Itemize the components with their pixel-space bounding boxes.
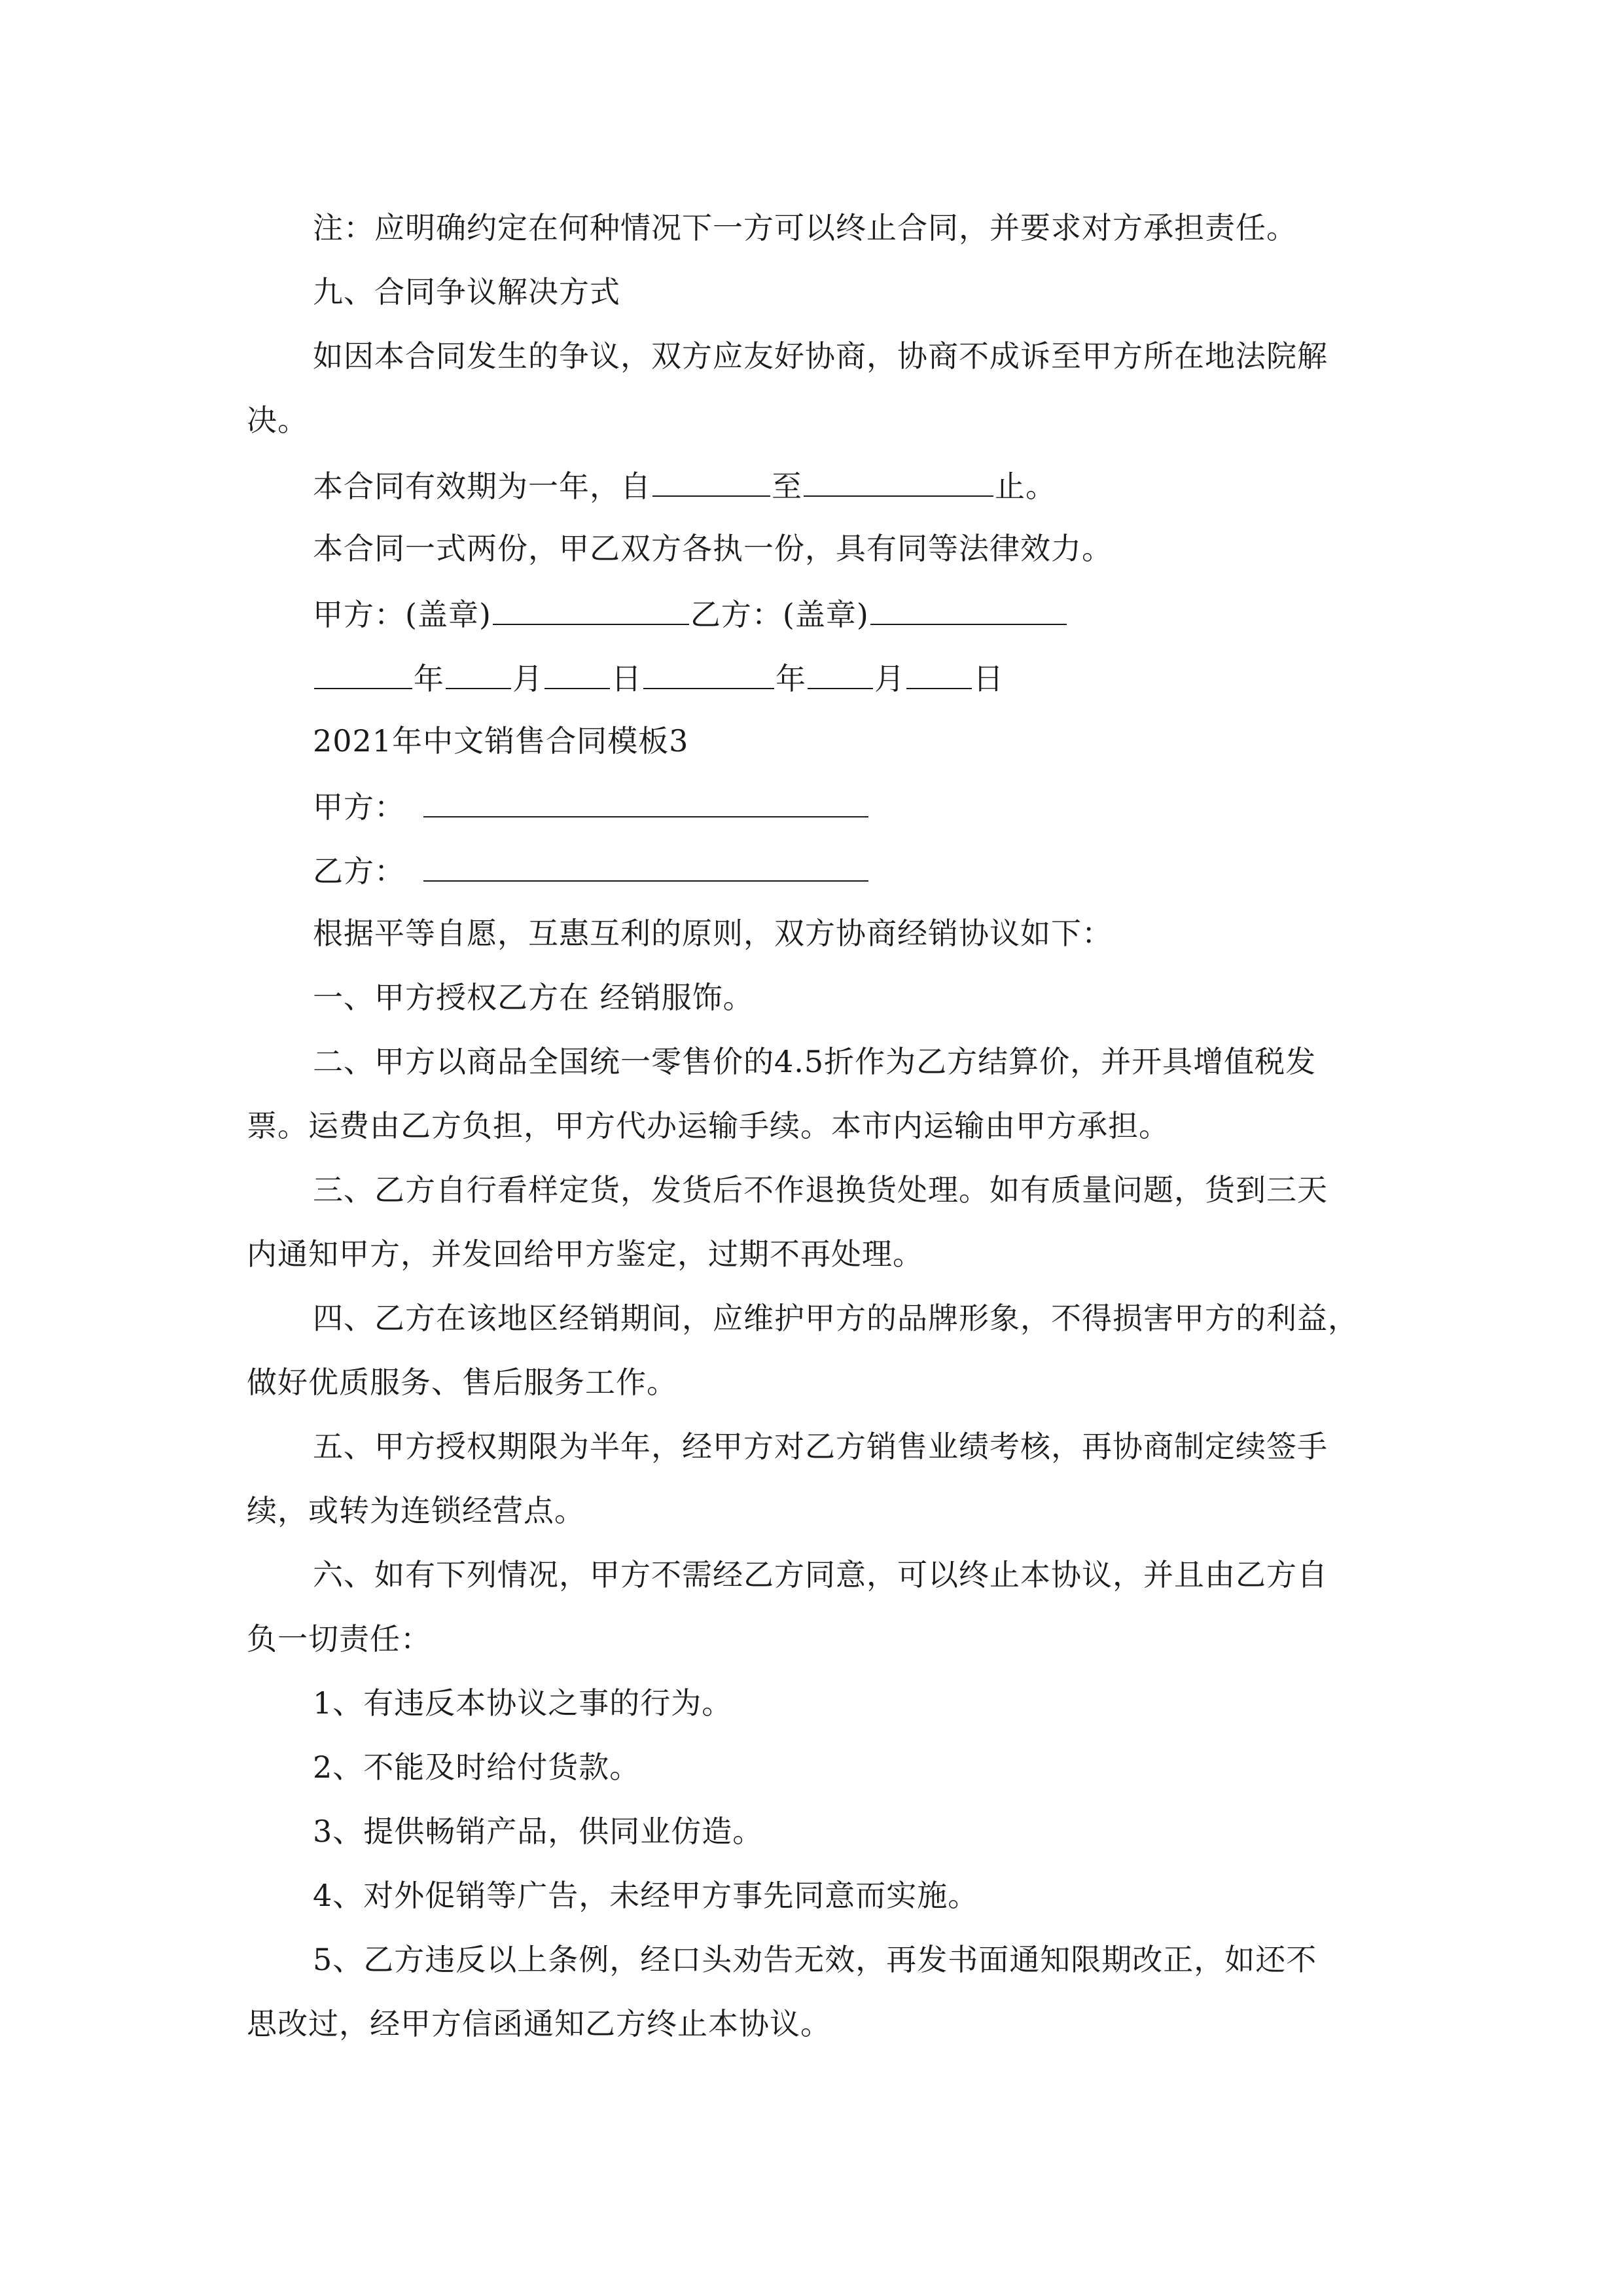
- party-a-label: 甲方：: [313, 789, 405, 825]
- list-item-4: 4、对外促销等广告，未经甲方事先同意而实施。: [313, 1878, 979, 1913]
- dispute-clause-line-1: 如因本合同发生的争议，双方应友好协商，协商不成诉至甲方所在地法院解: [313, 338, 1328, 374]
- party-a-month-label: 月: [512, 661, 543, 696]
- party-a-seal-label: 甲方：(盖章): [313, 597, 491, 632]
- clause-1: 一、甲方授权乙方在 经销服饰。: [313, 980, 754, 1015]
- party-a-year-label: 年: [414, 661, 444, 696]
- list-item-1: 1、有违反本协议之事的行为。: [313, 1685, 733, 1721]
- party-b-label: 乙方：: [313, 853, 405, 889]
- party-a-year-blank: [314, 662, 412, 689]
- clause-2-line-1: 二、甲方以商品全国统一零售价的4.5折作为乙方结算价，并开具增值税发: [313, 1044, 1317, 1079]
- party-b-day-blank: [906, 662, 972, 689]
- list-item-3: 3、提供畅销产品，供同业仿造。: [313, 1814, 764, 1849]
- party-a-line: [313, 789, 870, 825]
- template-3-title: 2021年中文销售合同模板3: [313, 723, 689, 759]
- clause-3-line-1: 三、乙方自行看样定货，发货后不作退换货处理。如有质量问题，货到三天: [313, 1172, 1328, 1208]
- copies-clause: 本合同一式两份，甲乙双方各执一份，具有同等法律效力。: [313, 531, 1113, 566]
- party-b-month-blank: [808, 662, 873, 689]
- party-a-seal-blank: [493, 598, 689, 625]
- signature-line: [313, 598, 1068, 630]
- party-b-day-label: 日: [973, 661, 1004, 696]
- party-a-day-blank: [544, 662, 610, 689]
- party-a-month-blank: [446, 662, 511, 689]
- validity-start-blank: [652, 469, 770, 497]
- agreement-intro: 根据平等自愿，互惠互利的原则，双方协商经销协议如下：: [313, 916, 1113, 951]
- date-line: [313, 662, 1004, 694]
- validity-to: 至: [772, 469, 802, 504]
- validity-prefix: 本合同有效期为一年，自: [313, 469, 651, 504]
- party-a-day-label: 日: [611, 661, 642, 696]
- clause-4-line-1: 四、乙方在该地区经销期间，应维护甲方的品牌形象，不得损害甲方的利益，: [313, 1300, 1359, 1336]
- list-item-2: 2、不能及时给付货款。: [313, 1749, 641, 1785]
- validity-period: [313, 469, 1056, 504]
- section-9-title: 九、合同争议解决方式: [313, 274, 620, 310]
- party-b-seal-blank: [870, 598, 1067, 625]
- party-b-year-label: 年: [776, 661, 806, 696]
- clause-4-line-2: 做好优质服务、售后服务工作。: [247, 1365, 677, 1400]
- party-b-seal-label: 乙方：(盖章): [690, 597, 869, 632]
- clause-6-line-2: 负一切责任：: [247, 1621, 431, 1657]
- clause-3-line-2: 内通知甲方，并发回给甲方鉴定，过期不再处理。: [247, 1236, 923, 1272]
- note-termination: 注：应明确约定在何种情况下一方可以终止合同，并要求对方承担责任。: [313, 210, 1297, 245]
- validity-suffix: 止。: [995, 469, 1056, 504]
- party-b-month-label: 月: [874, 661, 905, 696]
- dispute-clause-line-2: 决。: [247, 403, 308, 438]
- clause-2-line-2: 票。运费由乙方负担，甲方代办运输手续。本市内运输由甲方承担。: [247, 1108, 1169, 1143]
- clause-6-line-1: 六、如有下列情况，甲方不需经乙方同意，可以终止本协议，并且由乙方自: [313, 1557, 1328, 1592]
- list-item-5-line-1: 5、乙方违反以上条例，经口头劝告无效，再发书面通知限期改正，如还不: [313, 1942, 1317, 1977]
- clause-5-line-1: 五、甲方授权期限为半年，经甲方对乙方销售业绩考核，再协商制定续签手: [313, 1429, 1328, 1464]
- party-b-year-blank: [643, 662, 774, 689]
- party-b-name-blank: [423, 854, 868, 882]
- party-a-name-blank: [423, 790, 868, 817]
- clause-5-line-2: 续，或转为连锁经营点。: [247, 1493, 585, 1528]
- party-b-line: [313, 853, 870, 889]
- list-item-5-line-2: 思改过，经甲方信函通知乙方终止本协议。: [247, 2006, 831, 2041]
- validity-end-blank: [804, 469, 993, 497]
